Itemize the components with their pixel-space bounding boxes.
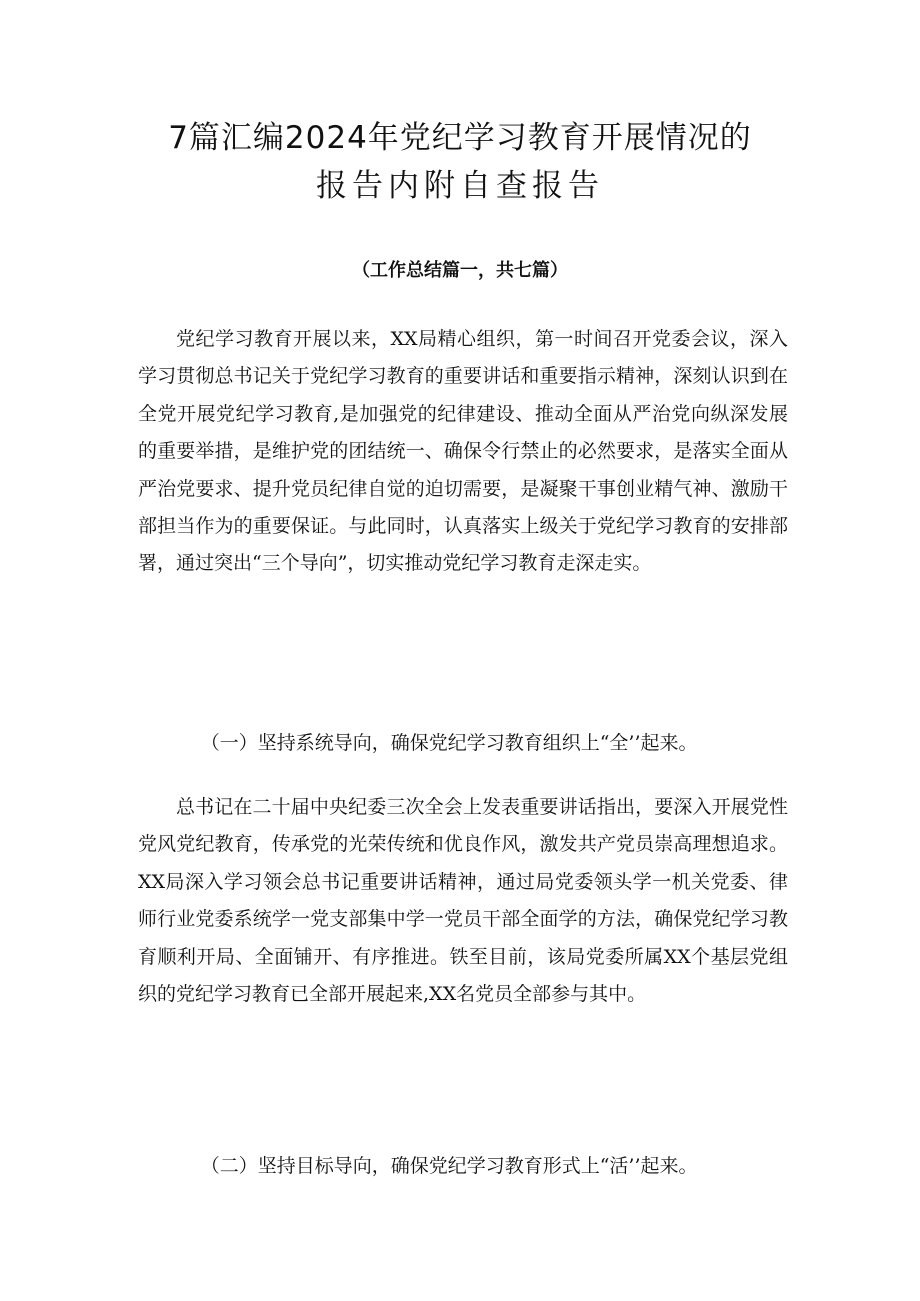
body-paragraph-2: 总书记在二十届中央纪委三次全会上发表重要讲话指出，要深入开展党性党风党纪教育，传承党的光荣传统和优良作风，激发共产党员崇高理想追求。XX局深入学习领会总书记重要讲话精神，通过局党委领头学一机关党委、律师行业党委系统学一党支部集中学一党员干部全面学的方法，确保党纪学习教育顺利开局、全面铺开、有序推进。铁至目前，该局党委所属XX个基层党组织的党纪学习教育已全部开展起来,XX名党员全部参与其中。 [138, 796, 788, 1006]
section-heading-2: （二）坚持目标导向，确保党纪学习教育形式上“活’’起来。 [200, 1155, 698, 1177]
document-title-line1: 7篇汇编2024年党纪学习教育开展情况的 [168, 120, 752, 156]
document-subtitle: （工作总结篇一，共七篇） [352, 260, 568, 281]
document-title-line2: 报告内附自查报告 [316, 168, 604, 204]
section-heading-1: （一）坚持系统导向，确保党纪学习教育组织上“全’’起来。 [200, 732, 698, 754]
body-paragraph-1: 党纪学习教育开展以来，XX局精心组织，第一时间召开党委会议，深入学习贯彻总书记关于党纪学习教育的重要讲话和重要指示精神，深刻认识到在全党开展党纪学习教育,是加强党的纪律建设、推动全面从严治党向纵深发展的重要举措，是维护党的团结统一、确保令行禁止的必然要求，是落实全面从严治党要求、提升党员纪律自觉的迫切需要，是凝聚干事创业精气神、激励干部担当作为的重要保证。与此同时，认真落实上级关于党纪学习教育的安排部署，通过突出“三个导向”，切实推动党纪学习教育走深走实。 [138, 328, 788, 575]
